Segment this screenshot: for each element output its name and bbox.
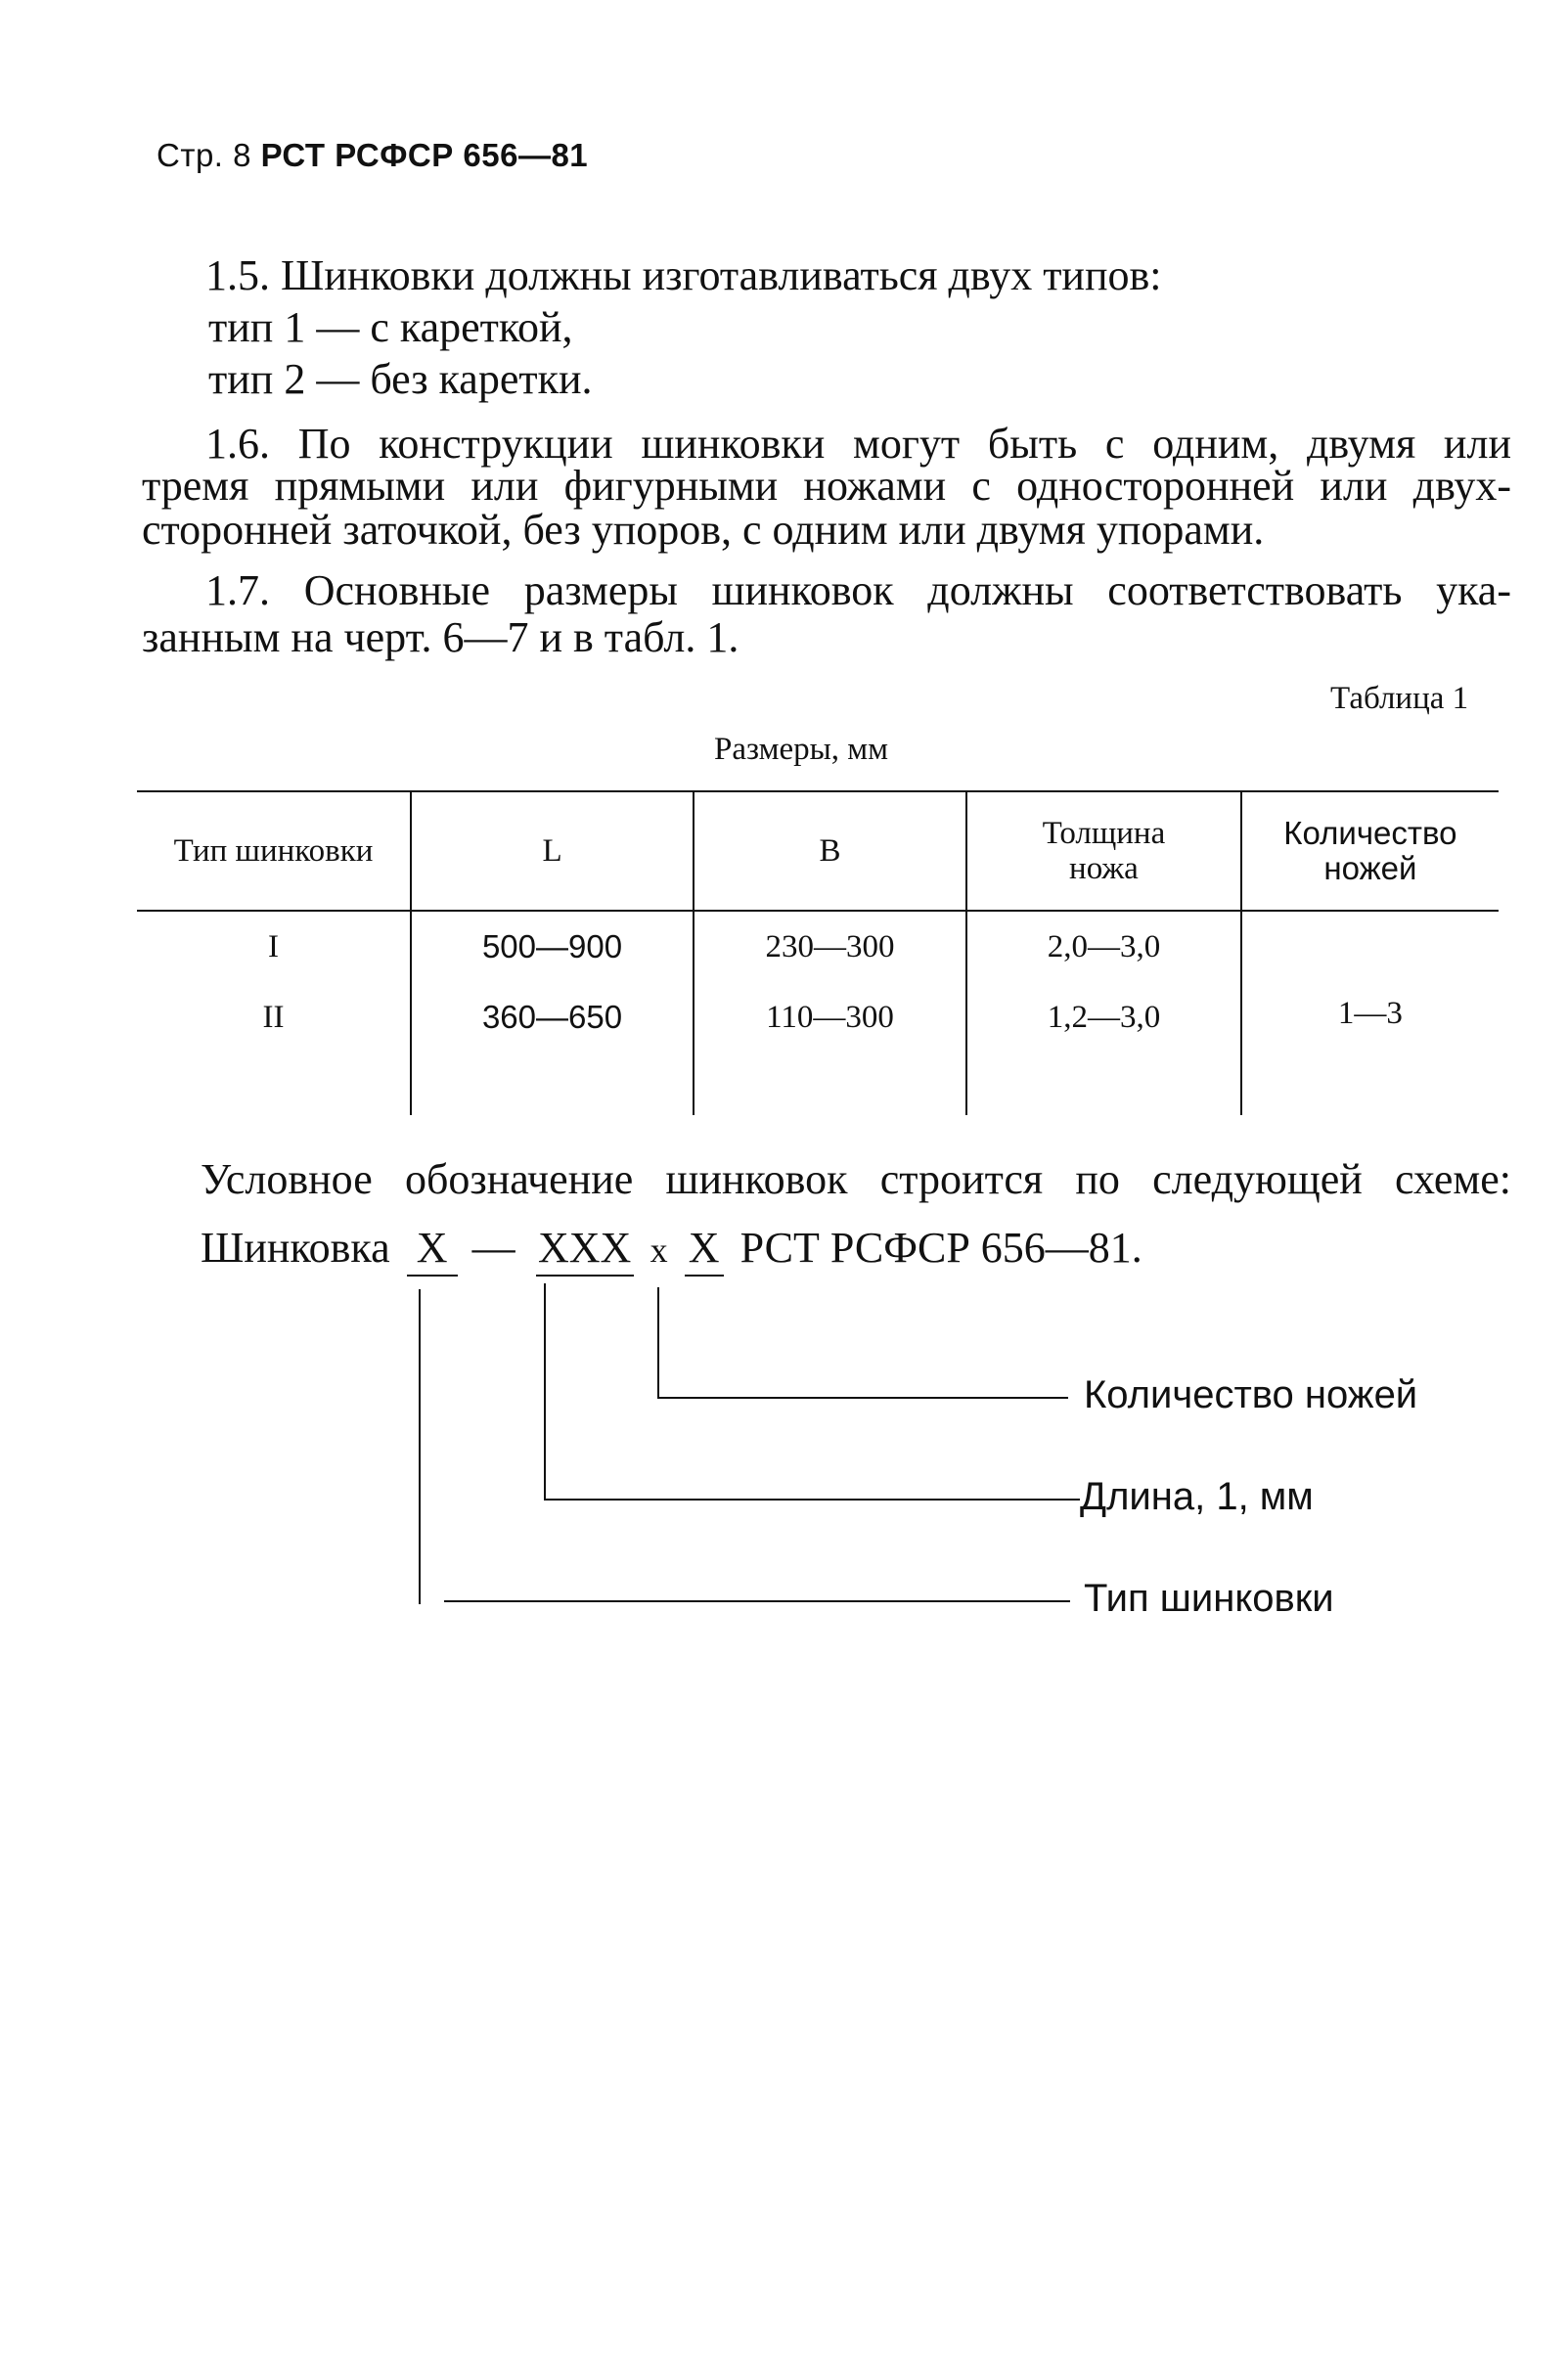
type-leader-vertical [419, 1289, 421, 1604]
table-units: Размеры, мм [714, 732, 889, 767]
clause-1-5-type1: тип 1 — с кареткой, [208, 303, 573, 351]
cell-type: II [262, 999, 285, 1035]
cell-l: 500—900 [411, 911, 694, 982]
header-count-line1: Количество [1283, 815, 1457, 851]
cell-b: 230—300 [694, 911, 966, 982]
clause-1-6-line3: сторонней заточкой, без упоров, с одним или двумя упорами. [142, 506, 1265, 554]
dimensions-table [137, 790, 1499, 1115]
cell-l: 360—650 [411, 982, 694, 1053]
clause-1-7-line2: занным на черт. 6—7 и в табл. 1. [142, 613, 739, 661]
page-header [157, 137, 588, 174]
header-thickness-line1: Толщина [1042, 816, 1166, 851]
length-leader-horizontal [544, 1499, 1080, 1501]
cell-thickness: 2,0—3,0 [966, 911, 1241, 982]
type-code: Х [407, 1223, 458, 1277]
table-header-row [137, 791, 1499, 911]
spacer-cell [137, 1053, 411, 1115]
header-b: B [694, 791, 966, 911]
header-type: Тип шинковки [137, 791, 411, 911]
header-l: L [411, 791, 694, 911]
header-thickness [966, 791, 1241, 911]
length-code: ХХХ [536, 1223, 634, 1277]
table-row [137, 911, 1499, 982]
designation-times: х [650, 1231, 668, 1270]
designation-standard: РСТ РСФСР 656—81. [739, 1224, 1142, 1272]
designation-intro: Условное обозначение шинковок строится по следующей схеме: [201, 1155, 1511, 1203]
spacer-cell [966, 1053, 1241, 1115]
legend-knife-count: Количество ножей [1084, 1373, 1418, 1416]
count-code: Х [685, 1223, 724, 1277]
header-count [1241, 791, 1499, 911]
cell-knife-count: 1—3 [1241, 911, 1499, 1115]
length-leader-vertical [544, 1283, 546, 1501]
cell-b: 110—300 [694, 982, 966, 1053]
designation-scheme [201, 1223, 1142, 1277]
clause-1-6-line2: тремя прямыми или фигурными ножами с односторонней или двух- [142, 462, 1511, 510]
legend-length: Длина, 1, мм [1080, 1475, 1314, 1518]
header-thickness-line2: ножа [1069, 851, 1139, 886]
page-number: Стр. 8 [157, 137, 251, 173]
clause-1-5: 1.5. Шинковки должны изготавливаться двух типов: [205, 251, 1162, 299]
spacer-cell [411, 1053, 694, 1115]
spacer-cell [694, 1053, 966, 1115]
clause-1-6-line1: 1.6. По конструкции шинковки могут быть с одним, двумя или [205, 420, 1511, 468]
designation-dash: — [471, 1224, 515, 1272]
cell-thickness: 1,2—3,0 [966, 982, 1241, 1053]
count-leader-vertical [657, 1287, 659, 1399]
standard-number: РСТ РСФСР 656—81 [260, 137, 589, 173]
clause-1-5-type2: тип 2 — без каретки. [208, 355, 593, 403]
legend-type: Тип шинковки [1084, 1577, 1334, 1620]
header-count-line2: ножей [1323, 850, 1417, 886]
clause-1-7-line1: 1.7. Основные размеры шинковок должны соответствовать ука- [205, 566, 1511, 614]
type-leader-horizontal [444, 1600, 1070, 1602]
count-leader-horizontal [657, 1397, 1068, 1399]
table-caption: Таблица 1 [1330, 681, 1469, 716]
designation-word: Шинковка [201, 1224, 390, 1272]
cell-type: I [268, 928, 280, 964]
